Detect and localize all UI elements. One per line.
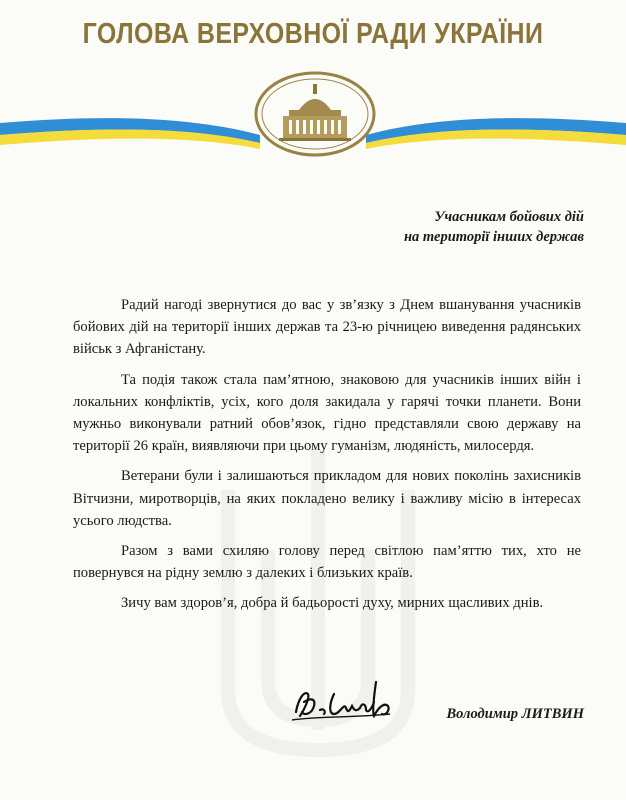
paragraph-1: Радий нагоді звернутися до вас у зв’язку з Днем вшанування учасників бойових дій на території інших держав та 23-ю річницею виведення радянських військ з Афганістану. (73, 297, 581, 358)
paragraph-3: Ветерани були і залишаються прикладом для нових поколінь захисників Вітчизни, миротворців, на яких покладено велику і важливу місію в інтересах усього людства. (73, 468, 581, 529)
addressee-line-2: на території інших держав (404, 229, 584, 245)
letter-body (73, 294, 581, 623)
letterhead-title: ГОЛОВА ВЕРХОВНОЇ РАДИ УКРАЇНИ (82, 18, 544, 50)
paragraph-5: Зичу вам здоров’я, добра й бадьорості духу, мирних щасливих днів. (121, 595, 544, 612)
signer-name: Володимир ЛИТВИН (446, 706, 584, 722)
paragraph-4: Разом з вами схиляю голову перед світлою пам’яттю тих, хто не повернувся на рідну землю з далеких і близьких країв. (73, 543, 581, 582)
parliament-emblem (253, 70, 377, 158)
addressee-line-1: Учасникам бойових дій (434, 209, 584, 225)
addressee (404, 207, 584, 247)
handwritten-signature (290, 672, 408, 728)
paragraph-2: Та подія також стала пам’ятною, знаковою для учасників інших війн і локальних конфліктів, усіх, кого доля закидала у гарячі точки планети. Вони мужньо виконували ратний обов’язок, гідно представляли свою державу на території 26 країн, виявляючи при цьому гуманізм, людяність, милосердя. (73, 371, 581, 455)
